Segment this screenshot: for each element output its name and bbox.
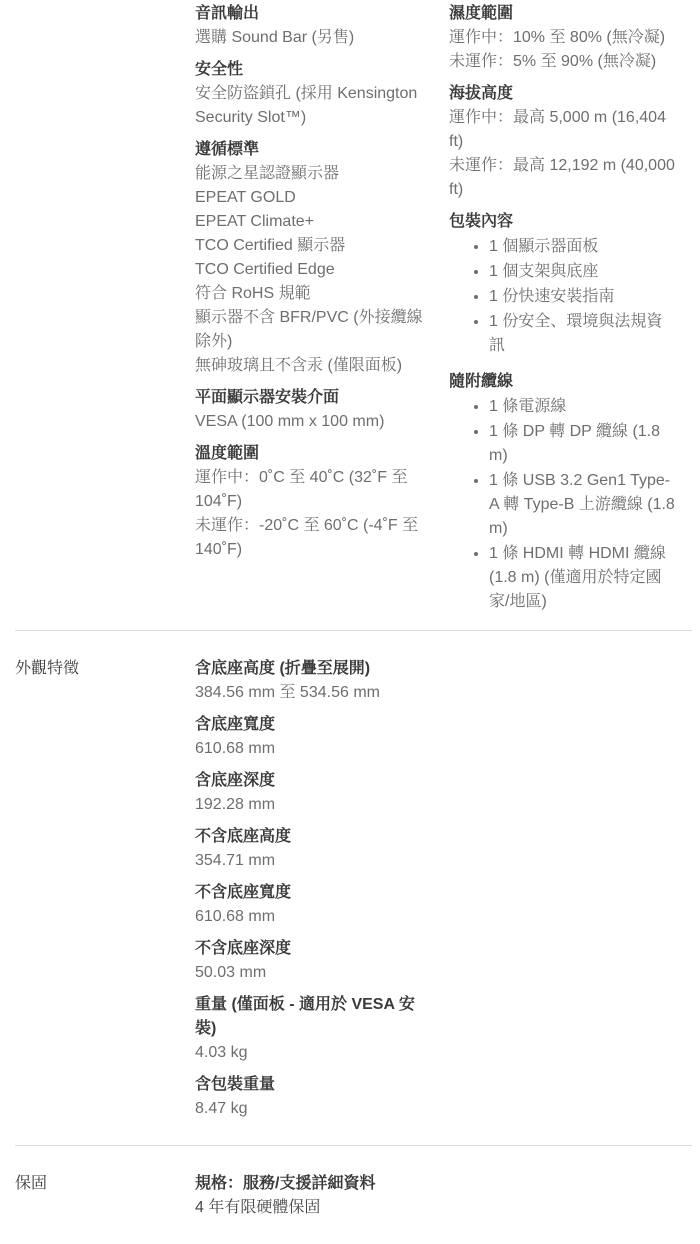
spec-group-title: 平面顯示器安裝介面 (195, 389, 340, 406)
spec-value: 運作中：最高 5,000 m (16,404 ft) (449, 109, 666, 150)
spec-value: 8.47 kg (195, 1100, 248, 1117)
spec-group-title: 隨附纜線 (449, 373, 514, 390)
spec-value: EPEAT Climate+ (195, 213, 315, 230)
spec-group-title: 安全性 (195, 61, 244, 78)
spec-section-physical (15, 630, 692, 1145)
spec-value: 顯示器不含 BFR/PVC (外接纜線除外) (195, 309, 423, 350)
bullet-item: • 1 條 HDMI 轉 HDMI 纜線 (1.8 m) (僅適用於特定國家/地區) (489, 541, 678, 614)
spec-group-width-without-stand (195, 881, 435, 929)
spec-group-title: 重量 (僅面板 - 適用於 VESA 安裝) (195, 996, 415, 1037)
spec-value: 354.71 mm (195, 852, 276, 869)
spec-value: 384.56 mm 至 534.56 mm (195, 684, 380, 701)
spec-value: TCO Certified 顯示器 (195, 237, 346, 254)
spec-group-security (195, 58, 435, 130)
spec-group-title: 含底座寬度 (195, 716, 276, 733)
spec-value: 4.03 kg (195, 1044, 248, 1061)
spec-group-included-cables (449, 370, 678, 614)
spec-group-warranty (195, 1172, 435, 1220)
spec-value: TCO Certified Edge (195, 261, 335, 278)
spec-value: 選購 Sound Bar (另售) (195, 29, 355, 46)
spec-group-depth-with-stand (195, 769, 435, 817)
spec-value: 未運作：最高 12,192 m (40,000 ft) (449, 157, 675, 198)
spec-group-title: 不含底座深度 (195, 940, 292, 957)
spec-column-left (195, 657, 449, 1129)
spec-group-title: 海拔高度 (449, 85, 514, 102)
bullet-item: • 1 條電源線 (489, 394, 678, 419)
spec-group-depth-without-stand (195, 937, 435, 985)
spec-group-compliance (195, 138, 435, 378)
spec-section-continued (15, 0, 692, 630)
bullet-item: • 1 條 USB 3.2 Gen1 Type-A 轉 Type-B 上游纜線 (1.8 m) (489, 468, 678, 541)
spec-group-title: 遵循標準 (195, 141, 260, 158)
spec-group-humidity-range (449, 2, 678, 74)
spec-value: 50.03 mm (195, 964, 267, 981)
spec-group-height-with-stand (195, 657, 435, 705)
spec-group-title: 含底座高度 (折疊至展開) (195, 660, 371, 677)
spec-value: 未運作：-20˚C 至 60˚C (-4˚F 至 140˚F) (195, 517, 419, 558)
spec-group-title: 不含底座高度 (195, 828, 292, 845)
spec-section-warranty (15, 1145, 692, 1244)
spec-group-width-with-stand (195, 713, 435, 761)
spec-group-title: 濕度範圍 (449, 5, 514, 22)
bullet-item: • 1 份快速安裝指南 (489, 284, 678, 309)
spec-group-audio-output (195, 2, 435, 50)
bullet-list (449, 234, 678, 358)
spec-group-mount-interface (195, 386, 435, 434)
spec-column-left (195, 2, 449, 570)
spec-group-title: 含包裝重量 (195, 1076, 276, 1093)
bullet-item: • 1 個支架與底座 (489, 259, 678, 284)
spec-value: 192.28 mm (195, 796, 276, 813)
spec-group-temperature-range (195, 442, 435, 562)
spec-group-package-contents (449, 210, 678, 358)
bullet-item: • 1 個顯示器面板 (489, 234, 678, 259)
section-label-warranty: 保固 (15, 1175, 48, 1192)
spec-column-right (449, 2, 692, 626)
bullet-item: • 1 條 DP 轉 DP 纜線 (1.8 m) (489, 419, 678, 468)
spec-value: EPEAT GOLD (195, 189, 296, 206)
spec-value: 能源之星認證顯示器 (195, 165, 340, 182)
spec-value: 610.68 mm (195, 908, 276, 925)
spec-column-left (195, 1172, 449, 1228)
spec-group-title: 溫度範圍 (195, 445, 260, 462)
spec-group-title: 不含底座寬度 (195, 884, 292, 901)
spec-value: 4 年有限硬體保固 (195, 1199, 321, 1216)
spec-group-height-without-stand (195, 825, 435, 873)
spec-group-title: 規格：服務/支援詳細資料 (195, 1175, 376, 1192)
bullet-list (449, 394, 678, 614)
section-label-physical: 外觀特徵 (15, 660, 80, 677)
spec-group-title: 含底座深度 (195, 772, 276, 789)
spec-value: 運作中：0˚C 至 40˚C (32˚F 至 104˚F) (195, 469, 408, 510)
spec-value: 無砷玻璃且不含汞 (僅限面板) (195, 357, 403, 374)
spec-value: 運作中：10% 至 80% (無冷凝) (449, 29, 666, 46)
spec-group-title: 音訊輸出 (195, 5, 260, 22)
bullet-item: • 1 份安全、環境與法規資訊 (489, 309, 678, 358)
spec-value: 未運作：5% 至 90% (無冷凝) (449, 53, 657, 70)
spec-group-weight-with-packaging (195, 1073, 435, 1121)
spec-group-altitude (449, 82, 678, 202)
spec-value: 安全防盜鎖孔 (採用 Kensington Security Slot™) (195, 85, 418, 126)
spec-value: VESA (100 mm x 100 mm) (195, 413, 385, 430)
spec-value: 610.68 mm (195, 740, 276, 757)
spec-group-title: 包裝內容 (449, 213, 514, 230)
spec-value: 符合 RoHS 規範 (195, 285, 311, 302)
spec-group-weight-panel-only (195, 993, 435, 1065)
